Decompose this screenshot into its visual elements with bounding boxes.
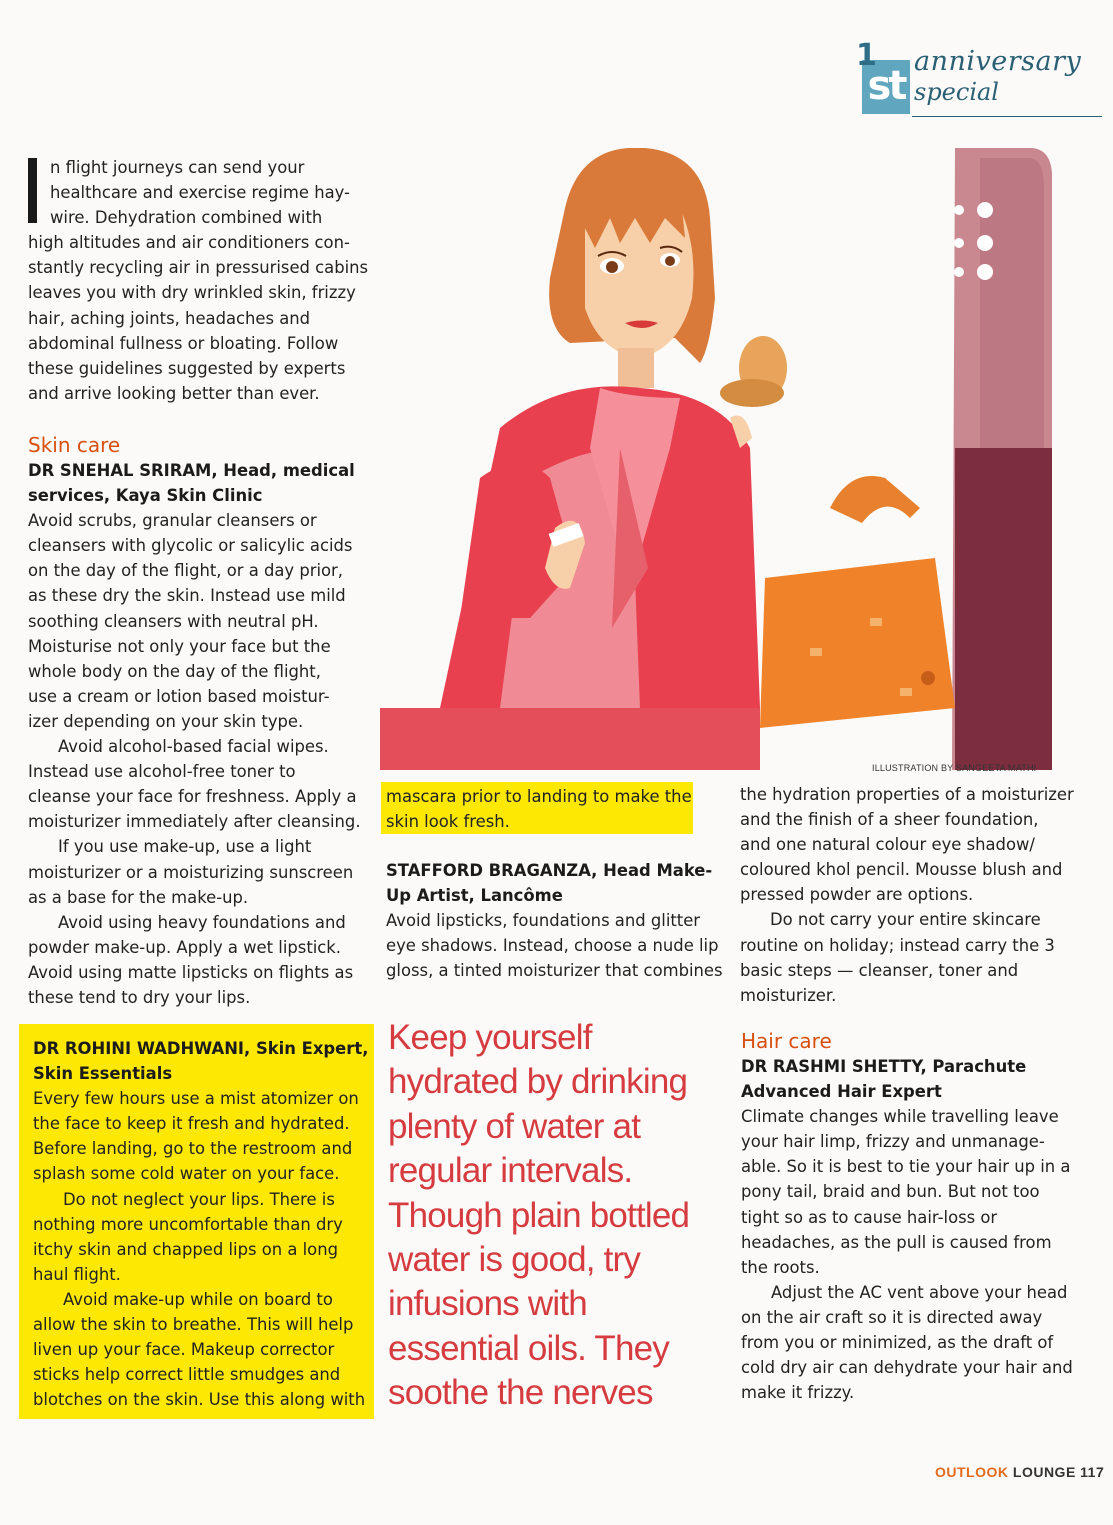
skin-line: powder make-up. Apply a wet lipstick. [28,937,342,957]
rohini-line: Before landing, go to the restroom and [33,1139,353,1159]
stafford-body [386,908,723,983]
dropcap-i [28,158,37,223]
hair-line: your hair limp, frizzy and unmanage- [741,1132,1045,1152]
skin-line: izer depending on your skin type. [28,711,304,731]
rohini-line: sticks help correct little smudges and [33,1365,341,1385]
rohini-byline-2: Skin Essentials [33,1064,173,1084]
hair-line: tight so as to cause hair-loss or [741,1207,998,1227]
hair-line: Adjust the AC vent above your head [771,1282,1068,1302]
mid-strip-line: skin look fresh. [386,812,510,832]
skin-line: Avoid alcohol-based facial wipes. [58,737,329,757]
pullquote-line: Keep yourself [388,1018,592,1057]
rohini-line: allow the skin to breathe. This will help [33,1315,354,1335]
right-line: and the finish of a sheer foundation, [740,810,1039,830]
rohini-line: blotches on the skin. Use this along with [33,1390,366,1410]
rohini-line: liven up your face. Makeup corrector [33,1340,335,1360]
pull-quote [388,1016,718,1416]
rohini-line: Avoid make-up while on board to [63,1289,333,1309]
hair-line: able. So it is best to tie your hair up in a [741,1157,1071,1177]
rohini-byline-1: DR ROHINI WADHWANI, Skin Expert, [33,1039,369,1058]
stafford-byline-1: STAFFORD BRAGANZA, Head Make- [386,861,713,880]
pullquote-line: plenty of water at [388,1106,641,1146]
hair-line: make it frizzy. [741,1383,855,1403]
illustration-credit: ILLUSTRATION BY SANGEETA MATHI [872,763,1037,773]
hair-line: the roots. [741,1257,820,1277]
stafford-section [386,858,723,983]
intro-line: stantly recycling air in pressurised cabins [28,258,369,278]
mascara-continuation [386,784,696,834]
skin-line: Avoid using heavy foundations and [58,912,346,932]
hair-line: pony tail, braid and bun. But not too [741,1182,1040,1202]
right-line: routine on holiday; instead carry the 3 [740,935,1055,955]
right-line: moisturizer. [740,985,837,1005]
footer-section: LOUNGE [1012,1464,1076,1480]
pullquote-line: soothe the nerves [388,1373,653,1413]
skin-line: as a base for the make-up. [28,887,249,907]
intro-line: these guidelines suggested by experts [28,358,346,378]
snehal-byline-1: DR SNEHAL SRIRAM, Head, medical [28,461,355,480]
rohini-line: itchy skin and chapped lips on a long [33,1239,338,1259]
pullquote-line: essential oils. They [388,1328,670,1368]
hair-line: headaches, as the pull is caused from [741,1232,1052,1252]
right-line: basic steps — cleanser, toner and [740,960,1019,980]
intro-line: high altitudes and air conditioners con- [28,233,350,253]
rohini-line: nothing more uncomfortable than dry [33,1214,343,1234]
rashmi-byline-2: Advanced Hair Expert [741,1082,942,1102]
skin-line: use a cream or lotion based moistur- [28,686,330,706]
hair-line: from you or minimized, as the draft of [741,1333,1054,1353]
right-line: Do not carry your entire skincare [770,910,1041,930]
rohini-line: haul flight. [33,1264,121,1284]
intro-column [28,155,369,406]
intro-line: healthcare and exercise regime hay- [50,183,350,203]
snehal-byline-2: services, Kaya Skin Clinic [28,486,263,506]
hair-line: cold dry air can dehydrate your hair and [741,1358,1073,1378]
skin-line: soothing cleansers with neutral pH. [28,611,319,631]
page-number: 117 [1080,1464,1105,1480]
right-line: and one natural colour eye shadow/ [740,835,1035,855]
intro-line: hair, aching joints, headaches and [28,308,311,328]
skin-care-section [28,432,368,1010]
right-line: the hydration properties of a moisturizer [740,785,1074,804]
skin-line: whole body on the day of the flight, [28,661,321,681]
rohini-line: Every few hours use a mist atomizer on [33,1089,359,1109]
pullquote-line: Though plain bottled [388,1195,690,1235]
stafford-line: gloss, a tinted moisturizer that combines [386,961,723,981]
mid-strip-line: mascara prior to landing to make the [386,787,692,806]
intro-line: abdominal fullness or bloating. Follow [28,333,339,353]
rohini-line: splash some cold water on your face. [33,1164,340,1184]
badge-anniversary: anniversary [914,46,1082,77]
skin-line: Instead use alcohol-free toner to [28,762,296,782]
right-line: pressed powder are options. [740,885,974,905]
woman-makeup-illustration [380,148,1060,770]
intro-line: wire. Dehydration combined with [50,208,323,228]
skin-care-body [28,508,368,1010]
rohini-section [33,1036,373,1412]
hair-care-body [741,1104,1086,1405]
intro-paragraph [28,155,369,406]
skin-line: Avoid using matte lipsticks on flights as [28,962,354,982]
hair-line: on the air craft so it is directed away [741,1307,1043,1327]
badge-number: 1 [856,38,877,73]
rohini-line: the face to keep it fresh and hydrated. [33,1114,350,1134]
skin-line: moisturizer immediately after cleansing. [28,812,361,832]
hair-care-section [741,1028,1086,1405]
page-footer [935,1464,1104,1480]
skin-line: Moisturise not only your face but the [28,636,331,656]
skin-line: cleanse your face for freshness. Apply a [28,787,357,807]
badge-special: special [914,78,999,106]
badge-st: st [862,60,910,114]
pullquote-line: infusions with [388,1284,587,1324]
hair-care-heading: Hair care [741,1029,832,1053]
pullquote-line: hydrated by drinking [388,1062,688,1102]
skin-line: If you use make-up, use a light [58,837,312,857]
rashmi-byline-1: DR RASHMI SHETTY, Parachute [741,1057,1027,1076]
intro-line: leaves you with dry wrinkled skin, frizzy [28,283,356,303]
rohini-body [33,1086,373,1412]
right-continuation [740,782,1085,1008]
stafford-line: eye shadows. Instead, choose a nude lip [386,936,719,956]
skin-line: cleansers with glycolic or salicylic acids [28,536,353,556]
skin-line: as these dry the skin. Instead use mild [28,586,346,606]
anniversary-badge [852,36,1102,126]
skin-line: on the day of the flight, or a day prior, [28,561,343,581]
stafford-byline-2: Up Artist, Lancôme [386,886,563,906]
rohini-line: Do not neglect your lips. There is [63,1189,335,1209]
footer-brand: OUTLOOK [935,1464,1009,1480]
pullquote-line: regular intervals. [388,1151,633,1191]
intro-line: and arrive looking better than ever. [28,383,320,403]
pullquote-line: water is good, try [388,1240,641,1280]
skin-care-heading: Skin care [28,433,121,457]
stafford-line: Avoid lipsticks, foundations and glitter [386,911,701,931]
skin-line: Avoid scrubs, granular cleansers or [28,511,317,531]
right-line: coloured khol pencil. Mousse blush and [740,860,1063,880]
hair-line: Climate changes while travelling leave [741,1107,1059,1127]
skin-line: moisturizer or a moisturizing sunscreen [28,862,354,882]
badge-rule [912,116,1102,117]
skin-line: these tend to dry your lips. [28,987,251,1007]
intro-line: n flight journeys can send your [50,158,305,177]
